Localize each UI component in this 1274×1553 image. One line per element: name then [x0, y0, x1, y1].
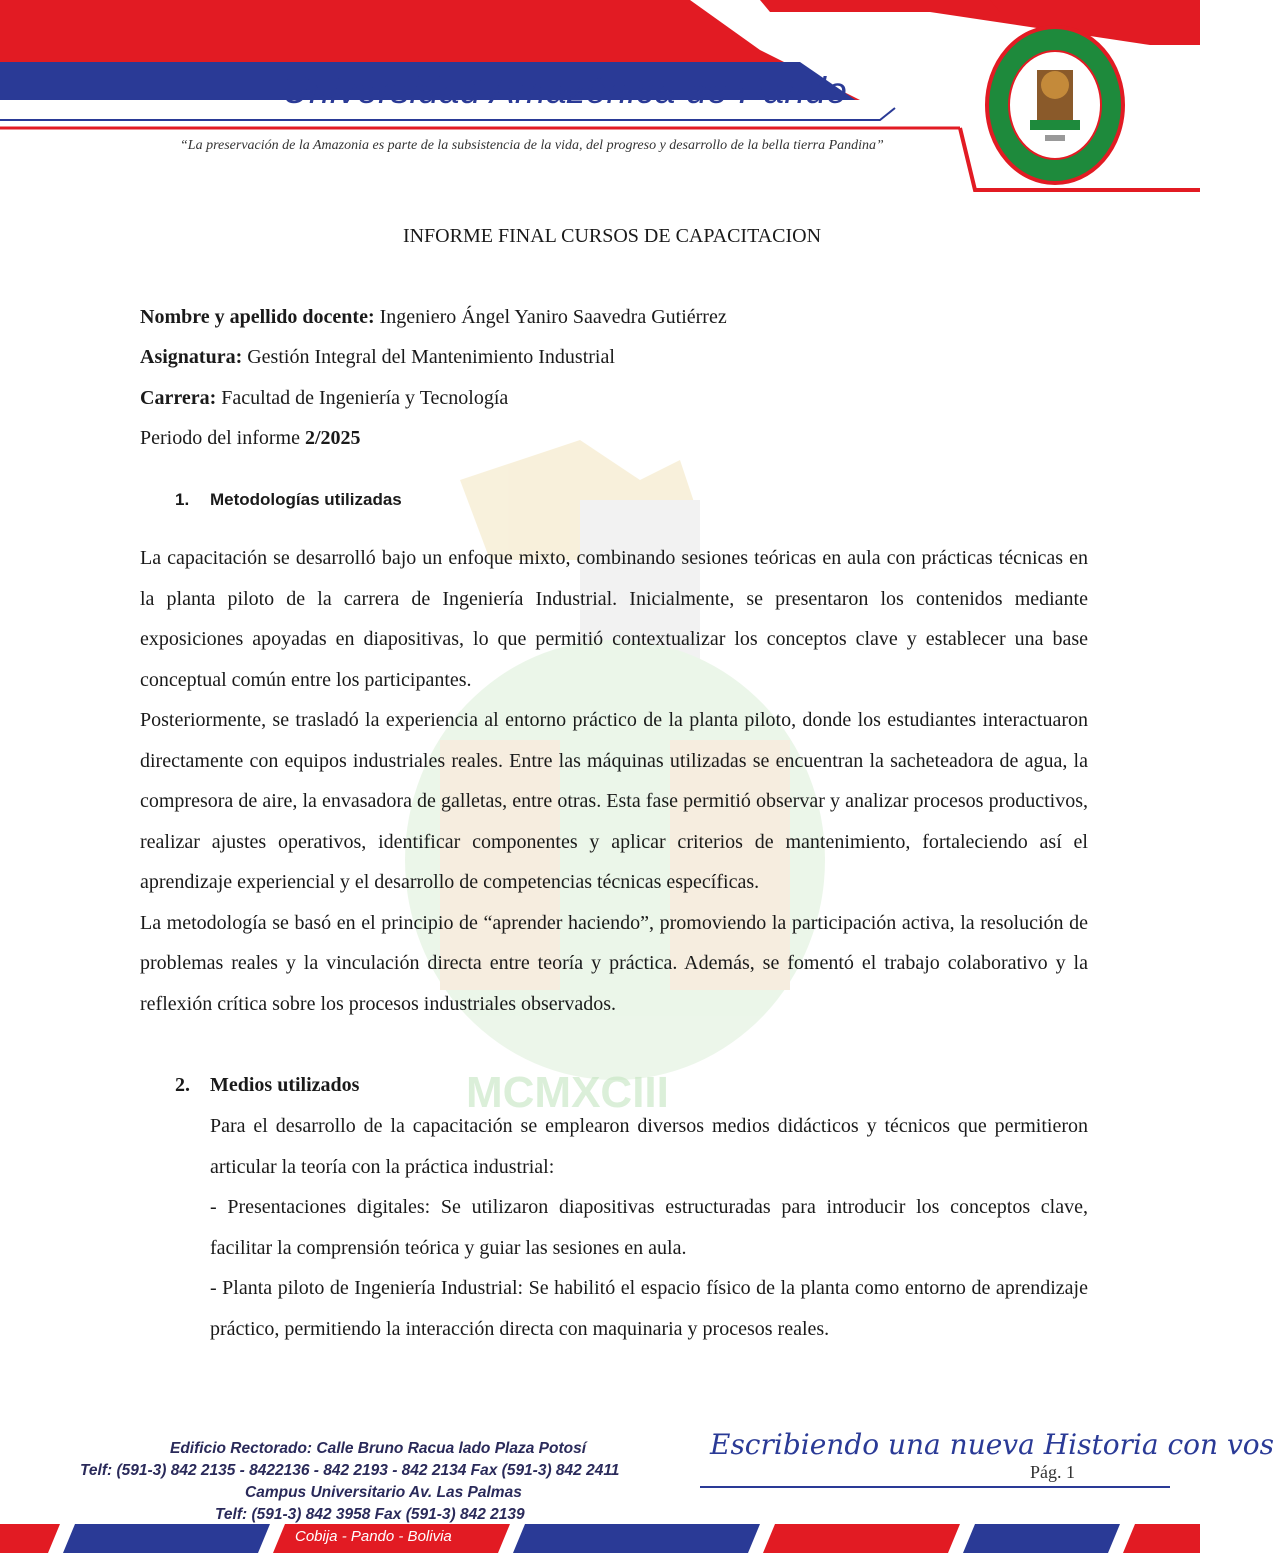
subject-label: Asignatura: — [140, 346, 243, 368]
section1-paragraph: Posteriormente, se trasladó la experiencia al entorno práctico de la planta piloto, donde los estudiantes interactuaron directamente con equipos industriales reales. Entre las máquinas utilizadas se encuentran la sacheteadora de agua, la compresora de aire, la envasadora de galletas, entre otras. Esta fase permitió observar y analizar procesos productivos, realizar ajustes operativos, identificar componentes y aplicar criterios de mantenimiento, fortaleciendo así el aprendizaje experiencial y el desarrollo de competencias técnicas específicas. — [140, 709, 1088, 893]
section1-heading — [175, 490, 402, 510]
footer-address-1: Edificio Rectorado: Calle Bruno Racua lado Plaza Potosí — [170, 1440, 586, 1457]
university-seal-icon — [985, 25, 1125, 185]
section2-title: Medios utilizados — [210, 1074, 360, 1096]
footer-slogan: Escribiendo una nueva Historia con vos — [710, 1428, 1274, 1461]
subject-line — [140, 346, 615, 369]
section1-title: Metodologías utilizadas — [210, 490, 402, 509]
teacher-value: Ingeniero Ángel Yaniro Saavedra Gutiérrez — [374, 306, 727, 328]
section1-paragraph: La capacitación se desarrolló bajo un enfoque mixto, combinando sesiones teóricas en aula con prácticas técnicas en la planta piloto de la carrera de Ingeniería Industrial. Inicialmente, se presentaron los contenidos mediante exposiciones apoyadas en diapositivas, lo que permitió contextualizar los conceptos clave y establecer una base conceptual común entre los participantes. — [140, 547, 1088, 691]
document-title: INFORME FINAL CURSOS DE CAPACITACION — [402, 225, 822, 247]
watermark-text: MCMXCIII — [466, 1068, 669, 1117]
teacher-label: Nombre y apellido docente: — [140, 306, 375, 328]
career-value: Facultad de Ingeniería y Tecnología — [216, 387, 509, 409]
section2-number: 2. — [175, 1074, 190, 1096]
footer-phones-1: Telf: (591-3) 842 2135 - 8422136 - 842 2193 - 842 2134 Fax (591-3) 842 2411 — [80, 1462, 620, 1479]
period-value: 2/2025 — [304, 427, 361, 449]
footer-address-2: Campus Universitario Av. Las Palmas — [245, 1484, 522, 1501]
footer-phones-2: Telf: (591-3) 842 3958 Fax (591-3) 842 2139 — [215, 1506, 525, 1523]
teacher-line — [140, 306, 727, 329]
section2-paragraph: Para el desarrollo de la capacitación se emplearon diversos medios didácticos y técnicos que permitieron articular la teoría con la práctica industrial: — [210, 1115, 1088, 1178]
university-name: Universidad Amazónica de Pando — [282, 70, 848, 111]
period-label: Periodo del informe — [140, 427, 305, 449]
slogan-underline — [700, 1484, 1170, 1490]
university-motto: “La preservación de la Amazonia es parte de la subsistencia de la vida, del progreso y desarrollo de la bella tierra Pandina” — [180, 138, 884, 153]
section2-heading — [175, 1074, 359, 1097]
section2-paragraph: - Presentaciones digitales: Se utilizaron diapositivas estructuradas para introducir los conceptos clave, facilitar la comprensión teórica y guiar las sesiones en aula. — [210, 1196, 1088, 1259]
section1-number: 1. — [175, 490, 190, 509]
footer-stripes — [0, 1520, 1200, 1553]
section1-body — [140, 538, 1088, 1024]
period-line — [140, 427, 361, 450]
section2-body — [210, 1106, 1088, 1349]
footer-city: Cobija - Pando - Bolivia — [295, 1528, 452, 1545]
career-label: Carrera: — [140, 387, 217, 409]
subject-value: Gestión Integral del Mantenimiento Industrial — [242, 346, 615, 368]
section1-paragraph: La metodología se basó en el principio de “aprender haciendo”, promoviendo la participación activa, la resolución de problemas reales y la vinculación directa entre teoría y práctica. Además, se fomentó el trabajo colaborativo y la reflexión crítica sobre los procesos industriales observados. — [140, 911, 1088, 1015]
page-number: Pág. 1 — [1030, 1462, 1075, 1482]
career-line — [140, 387, 508, 410]
section2-paragraph: - Planta piloto de Ingeniería Industrial: Se habilitó el espacio físico de la planta como entorno de aprendizaje práctico, permitiendo la interacción directa con maquinaria y procesos reales. — [210, 1277, 1088, 1340]
